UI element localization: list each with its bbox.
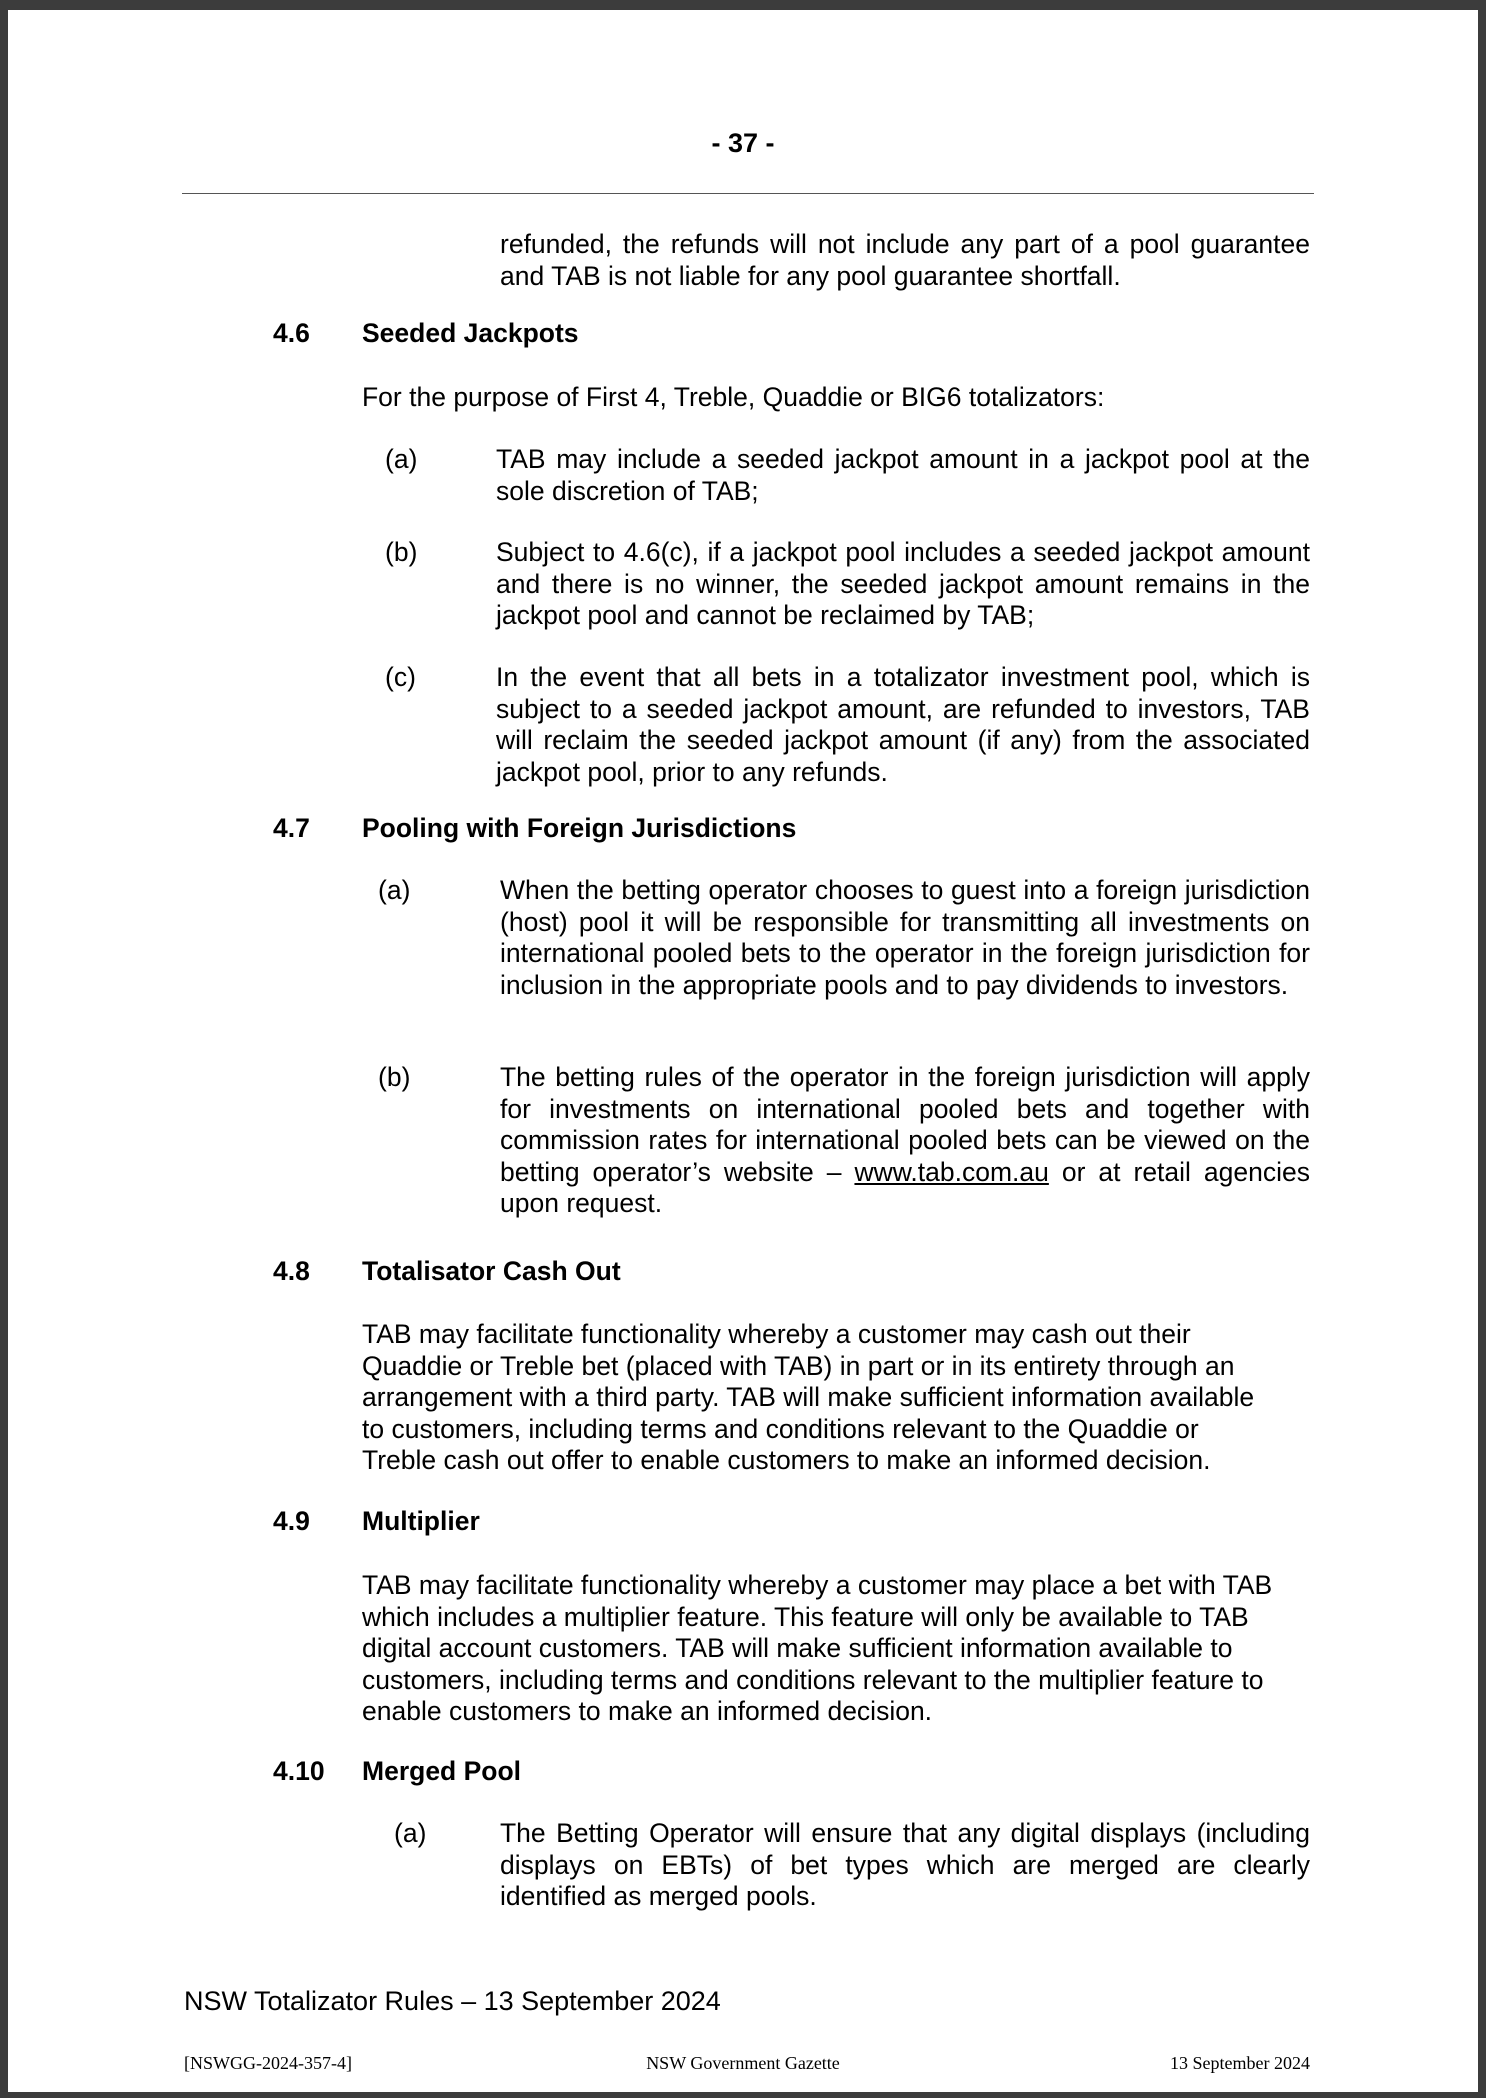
section-title: Totalisator Cash Out bbox=[362, 1256, 621, 1286]
tab-website-link[interactable]: www.tab.com.au bbox=[854, 1156, 1049, 1187]
section-title: Multiplier bbox=[362, 1506, 480, 1536]
list-item-text bbox=[500, 1062, 1310, 1220]
paragraph-line: to customers, including terms and conditions relevant to the Quaddie or bbox=[362, 1413, 1199, 1444]
section-number: 4.10 bbox=[273, 1756, 325, 1786]
list-item-text: When the betting operator chooses to guest into a foreign jurisdiction (host) pool it will be responsible for transmitting all investments on international pooled bets to the operator in the foreign jurisdiction for inclusion in the appropriate pools and to pay dividends to investors. bbox=[500, 875, 1310, 1000]
section-number: 4.8 bbox=[273, 1256, 310, 1286]
list-item-label: (a) bbox=[378, 875, 411, 905]
gazette-date: 13 September 2024 bbox=[1170, 2053, 1310, 2073]
section-paragraph bbox=[362, 1319, 1322, 1477]
paragraph-line: customers, including terms and conditions relevant to the multiplier feature to bbox=[362, 1664, 1264, 1695]
section-intro: For the purpose of First 4, Treble, Quaddie or BIG6 totalizators: bbox=[362, 382, 1105, 412]
paragraph-line: enable customers to make an informed decision. bbox=[362, 1696, 933, 1726]
list-item-text: TAB may include a seeded jackpot amount in a jackpot pool at the sole discretion of TAB; bbox=[496, 444, 1310, 506]
continuation-paragraph: refunded, the refunds will not include any part of a pool guarantee and TAB is not liable for any pool guarantee shortfall. bbox=[500, 229, 1310, 291]
list-item-label: (c) bbox=[385, 662, 416, 692]
paragraph-line: arrangement with a third party. TAB will make sufficient information available bbox=[362, 1382, 1255, 1412]
header-rule bbox=[182, 193, 1314, 194]
paragraph-line: TAB may facilitate functionality whereby a customer may place a bet with TAB bbox=[362, 1570, 1273, 1600]
page-number: - 37 - bbox=[711, 128, 775, 158]
gazette-reference: [NSWGG-2024-357-4] bbox=[184, 2053, 352, 2073]
section-title: Pooling with Foreign Jurisdictions bbox=[362, 813, 797, 843]
paragraph-line: TAB may facilitate functionality whereby a customer may cash out their bbox=[362, 1319, 1191, 1349]
list-item-label: (a) bbox=[394, 1818, 427, 1848]
paragraph-line: which includes a multiplier feature. This feature will only be available to TAB bbox=[362, 1601, 1249, 1632]
list-item-text: Subject to 4.6(c), if a jackpot pool includes a seeded jackpot amount and there is no winner, the seeded jackpot amount remains in the jackpot pool and cannot be reclaimed by TAB; bbox=[496, 537, 1310, 630]
paragraph-line: digital account customers. TAB will make sufficient information available to bbox=[362, 1633, 1233, 1663]
gazette-name: NSW Government Gazette bbox=[646, 2053, 840, 2073]
list-item-text-part: or at retail agencies upon request. bbox=[500, 1156, 1310, 1218]
list-item-text-part: The betting rules of the operator in the foreign jurisdiction will apply for investments on international pooled bets and together with commission rates for international pooled bets can be viewed on the betting operator’s website – bbox=[500, 1062, 1310, 1187]
paragraph-line: Treble cash out offer to enable customers to make an informed decision. bbox=[362, 1445, 1211, 1475]
list-item-text: In the event that all bets in a totalizator investment pool, which is subject to a seeded jackpot amount, are refunded to investors, TAB will reclaim the seeded jackpot amount (if any) from the associated jackpot pool, prior to any refunds. bbox=[496, 662, 1310, 787]
footer-title: NSW Totalizator Rules – 13 September 2024 bbox=[184, 1986, 721, 2016]
section-number: 4.7 bbox=[273, 813, 310, 843]
section-number: 4.6 bbox=[273, 318, 310, 348]
section-title: Merged Pool bbox=[362, 1756, 522, 1786]
list-item-label: (b) bbox=[385, 537, 418, 567]
list-item-label: (a) bbox=[385, 444, 418, 474]
section-number: 4.9 bbox=[273, 1506, 310, 1536]
list-item-text: The Betting Operator will ensure that any digital displays (including displays on EBTs) of bet types which are merged are clearly identified as merged pools. bbox=[500, 1818, 1310, 1911]
section-title: Seeded Jackpots bbox=[362, 318, 579, 348]
paragraph-line: Quaddie or Treble bet (placed with TAB) in part or in its entirety through an bbox=[362, 1350, 1235, 1381]
list-item-label: (b) bbox=[378, 1062, 411, 1092]
document-page bbox=[8, 10, 1478, 2092]
section-paragraph bbox=[362, 1570, 1322, 1728]
